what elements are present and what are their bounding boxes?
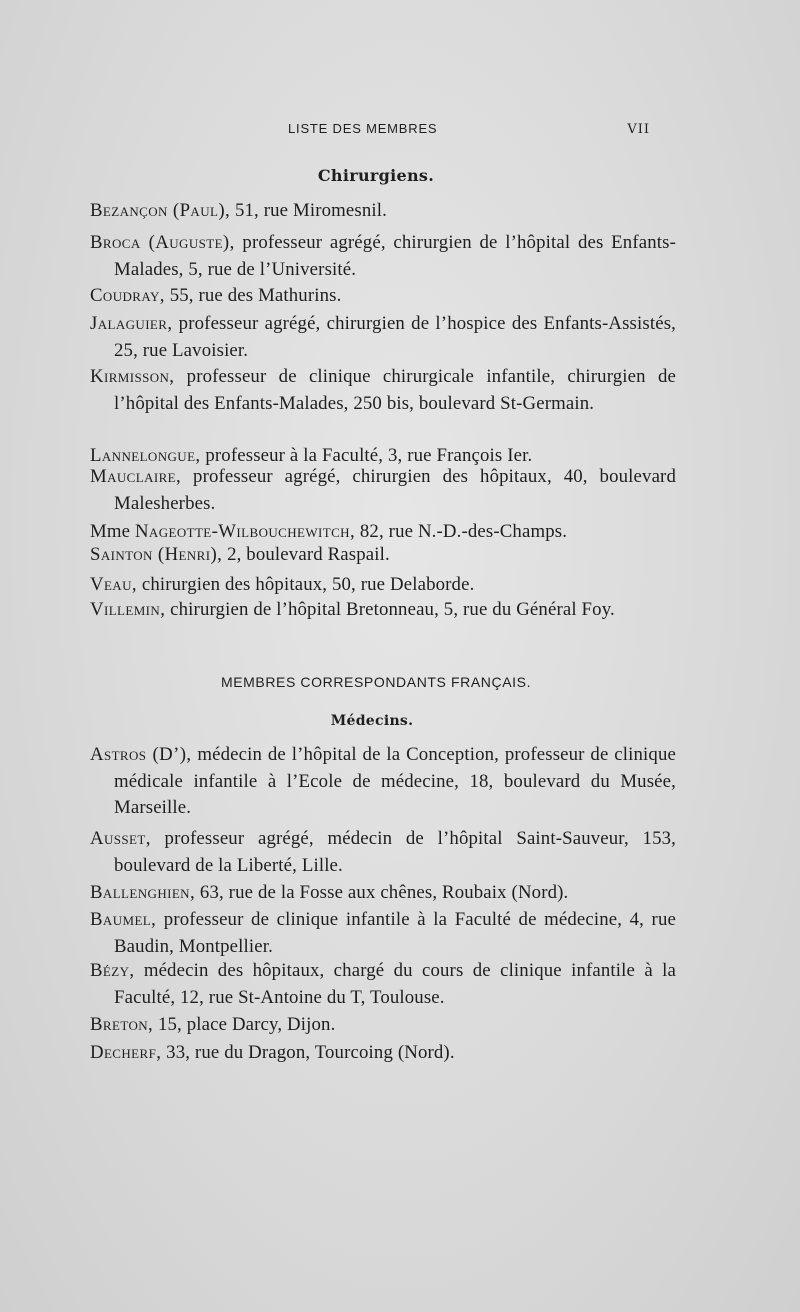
list-item — [90, 1040, 676, 1067]
member-name: Bezançon (Paul), — [90, 200, 231, 221]
member-details: 15, place Darcy, Dijon. — [153, 1014, 336, 1035]
list-item — [90, 880, 676, 907]
member-details: médecin de l’hôpital de la Conception, professeur de clinique médicale infantile à l’Ecole de médecine, 18, boulevard du Musée, Marseille. — [114, 744, 676, 818]
member-details: professeur agrégé, médecin de l’hôpital Saint-Sauveur, 153, boulevard de la Liberté, Lille. — [114, 828, 676, 876]
member-name: Veau, — [90, 574, 137, 595]
member-details: médecin des hôpitaux, chargé du cours de clinique infantile à la Faculté, 12, rue St-Antoine du T, Toulouse. — [114, 960, 676, 1008]
member-name: Nageotte-Wilbouchewitch, — [134, 521, 356, 542]
member-name: Kirmisson, — [90, 366, 175, 387]
list-item — [90, 198, 676, 225]
member-name: Sainton (Henri), — [90, 544, 223, 565]
member-details: 51, rue Miromesnil. — [230, 200, 387, 221]
page-number: VII — [627, 122, 650, 137]
section-title-surgeons: Chirurgiens. — [317, 166, 435, 185]
member-name: Mauclaire, — [90, 466, 182, 487]
list-item — [90, 826, 676, 879]
list-item — [90, 283, 676, 310]
member-details: chirurgien de l’hôpital Bretonneau, 5, rue du Général Foy. — [165, 599, 615, 620]
member-name: Coudray, — [90, 285, 165, 306]
member-details: professeur agrégé, chirurgien de l’hospice des Enfants-Assistés, 25, rue Lavoisier. — [114, 313, 676, 361]
member-details: 2, boulevard Raspail. — [222, 544, 390, 565]
member-details: professeur de clinique chirurgicale infantile, chirurgien de l’hôpital des Enfants-Malades, 250 bis, boulevard St-Germain. — [114, 366, 676, 414]
list-item — [90, 742, 676, 822]
member-prefix: Mme — [90, 521, 135, 542]
member-details: professeur à la Faculté, 3, rue François Ier. — [200, 445, 533, 466]
member-details: professeur de clinique infantile à la Faculté de médecine, 4, rue Baudin, Montpellier. — [114, 909, 676, 957]
member-name: Ausset, — [90, 828, 151, 849]
member-name: Bézy, — [90, 960, 135, 981]
list-item — [90, 364, 676, 417]
list-item — [90, 464, 676, 517]
list-item — [90, 311, 676, 364]
book-page — [90, 0, 676, 1312]
member-name: Breton, — [90, 1014, 154, 1035]
member-name: Astros (D’), — [90, 744, 192, 765]
list-item — [90, 572, 676, 599]
running-head-title: LISTE DES MEMBRES — [288, 121, 438, 136]
member-name: Villemin, — [90, 599, 166, 620]
list-item — [90, 542, 676, 569]
section-title-physicians: Médecins. — [330, 713, 414, 729]
list-item — [90, 230, 676, 283]
list-item — [90, 597, 676, 624]
member-details: professeur agrégé, chirurgien des hôpitaux, 40, boulevard Malesherbes. — [114, 466, 676, 514]
list-item — [90, 1012, 676, 1039]
member-name: Ballenghien, — [90, 882, 196, 903]
running-head — [90, 118, 650, 138]
list-item — [90, 907, 676, 960]
member-details: 63, rue de la Fosse aux chênes, Roubaix (Nord). — [195, 882, 569, 903]
member-details: professeur agrégé, chirurgien de l’hôpital des Enfants-Malades, 5, rue de l’Université. — [114, 232, 676, 280]
member-details: 82, rue N.-D.-des-Champs. — [355, 521, 568, 542]
member-details: 55, rue des Mathurins. — [164, 285, 342, 306]
member-name: Lannelongue, — [90, 445, 201, 466]
member-details: 33, rue du Dragon, Tourcoing (Nord). — [161, 1042, 455, 1063]
member-name: Decherf, — [90, 1042, 162, 1063]
member-details: chirurgien des hôpitaux, 50, rue Delaborde. — [136, 574, 475, 595]
list-item — [90, 958, 676, 1011]
member-name: Baumel, — [90, 909, 157, 930]
member-name: Jalaguier, — [90, 313, 173, 334]
member-name: Broca (Auguste), — [90, 232, 235, 253]
category-heading: MEMBRES CORRESPONDANTS FRANÇAIS. — [220, 674, 532, 690]
